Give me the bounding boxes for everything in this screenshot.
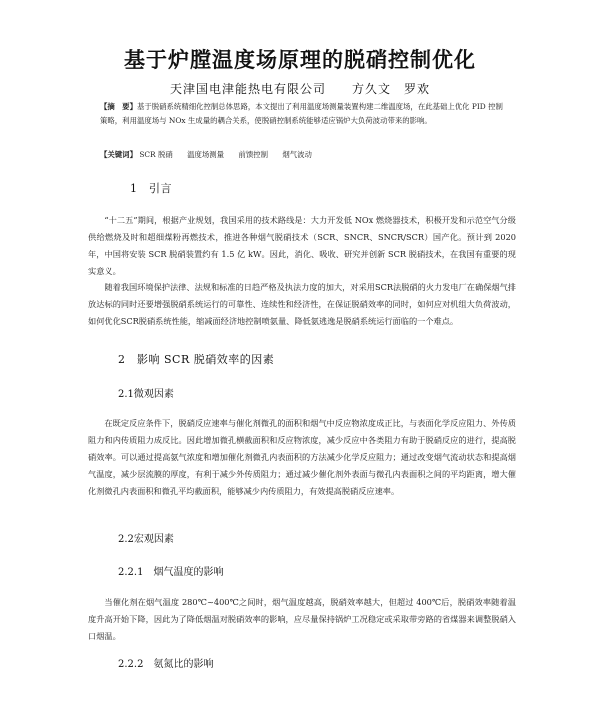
- section-2-2-2-heading: 2.2.2 氨氮比的影响: [118, 659, 214, 670]
- section-1-paragraph-2: 随着我国环境保护法律、法规和标准的日趋严格及执法力度的加大，对采用SCR法脱硝的火力发电厂在确保烟气排放达标的同时还要增强脱硝系统运行的可靠性、连续性和经济性，在保证脱硝效率的同时，如何应对机组大负荷波动，如何优化SCR脱硝系统性能，缩减面经济地控制喷氨量、降低氨逃逸是脱硝系统运行面临的一个难点。: [88, 282, 516, 326]
- keyword: SCR 脱硝: [139, 150, 173, 159]
- section-2-2-1-heading: 2.2.1 烟气温度的影响: [118, 567, 224, 578]
- abstract-text: 基于脱硝系统精细化控制总体思路，本文提出了利用温度场测量装置构建二维温度场，在此基础上优化 PID 控制策略，利用温度场与 NOx 生成量的耦合关系，使脱硝控制系统能够适应锅炉大负荷波动带来的影响。: [100, 102, 503, 125]
- section-1-heading: 1 引言: [130, 182, 172, 195]
- keyword: 烟气波动: [282, 150, 312, 159]
- section-2-2-heading: 2.2宏观因素: [118, 534, 174, 545]
- keywords-label: 【关键词】: [100, 150, 137, 159]
- section-2-2-1-paragraph: 当催化剂在烟气温度 280℃~400℃之间时，烟气温度越高，脱硝效率越大，但超过 400℃后，脱硝效率随着温度升高开始下降，因此为了降低烟温对脱硝效率的影响，应尽量保持锅炉工况稳定或采取带旁路的省煤器来调整脱硝入口烟温。: [88, 597, 516, 641]
- section-2-heading: 2 影响 SCR 脱硝效率的因素: [118, 353, 275, 366]
- section-2-1-heading: 2.1微观因素: [118, 389, 174, 400]
- section-1-paragraph-1: “十二五”期间，根据产业规划，我国采用的技术路线是：大力开发低 NOx 燃烧器技术，积极开发和示范空气分级供给燃烧及时和超细煤粉再燃技术，推进各种烟气脱硝技术（SCR、SNCR、SNCR/SCR）国产化。预计到 2020 年，中国将安装 SCR 脱硝装置约有 1.5 亿 kW。因此，消化、吸收、研究并创新 SCR 脱硝技术，在我国有重要的现实意义。: [88, 215, 516, 276]
- section-2-1-paragraph: 在既定反应条件下，脱硝反应速率与催化剂微孔的面积和烟气中反应物浓度成正比，与表面化学反应阻力、外传质阻力和内传质阻力成反比。因此增加微孔横截面积和反应物浓度，减少反应中各类阻力有助于脱硝反应的进行，提高脱硝效率。可以通过提高氨气浓度和增加催化剂微孔内表面积的方法减少化学反应阻力；通过改变烟气流动状态和提高烟气温度，减少层流膜的厚度，有利于减少外传质阻力；通过减少催化剂外表面与微孔内表面积之间的平均距离，增大催化剂微孔内表面积和微孔平均截面积，能够减少内传质阻力，有效提高脱硝反应速率。: [88, 418, 516, 496]
- keyword: 温度场测量: [187, 150, 225, 159]
- abstract-label: 【摘 要】: [100, 102, 137, 111]
- abstract: [100, 100, 510, 128]
- paper-authors: 天津国电津能热电有限公司 方久文 罗欢: [169, 82, 430, 96]
- keywords: [100, 148, 520, 162]
- keyword: 前馈控制: [238, 150, 269, 159]
- paper-title: 基于炉膛温度场原理的脱硝控制优化: [124, 48, 476, 72]
